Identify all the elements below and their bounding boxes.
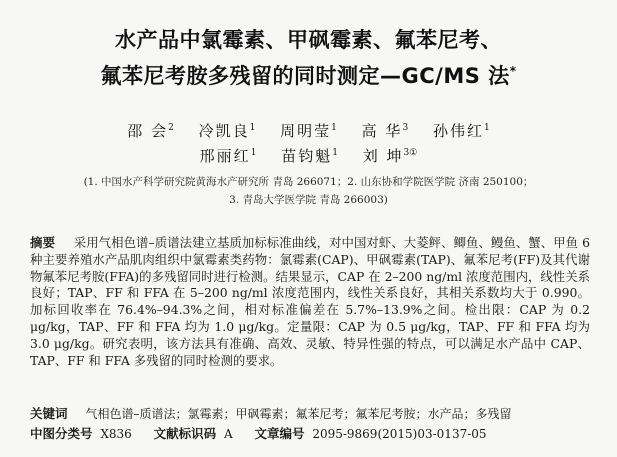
title-footnote-mark: * [509,64,517,78]
author-affiliation-mark: 2 [168,123,174,133]
author-affiliation-mark: 1 [250,148,257,158]
author-affiliation-mark: 3 [402,123,409,133]
author-name: 周明莹 [280,122,332,140]
author-affiliation-mark: 1 [249,123,256,133]
author-name: 苗钧魁 [281,147,333,165]
author [433,120,490,141]
affiliation-line-1: (1. 中国水产科学研究院黄海水产研究所 青岛 266071；2. 山东协和学院医学院 济南 250100； [83,176,534,188]
abstract-text: 采用气相色谱–质谱法建立基质加标标准曲线，对中国对虾、大菱鲆、鲫鱼、鳗鱼、蟹、甲鱼 6 种主要养殖水产品肌肉组织中氯霉素类药物：氯霉素(CAP)、甲砜霉素(TAP)、氟苯尼考(FF)及其代谢物氟苯尼考胺(FFA)的多残留同时进行检测。结果显示，CAP 在 2–200 ng/ml 浓度范围内，线性关系良好；TAP、FF 和 FFA 在 5–200 ng/ml 浓度范围内，线性关系良好，其相关系数均大于 0.990。加标回收率在 76.4%–94.3%之间，相对标准偏差在 5.7%–13.9%之间。检出限：CAP 为 0.2 μg/kg，TAP、FF 和 FFA 均为 1.0 μg/kg。定量限：CAP 为 0.5 μg/kg，TAP、FF 和 FFA 均为 3.0 μg/kg。研究表明，该方法具有准确、高效、灵敏、特异性强的特点，可以满足水产品中 CAP、TAP、FF 和 FFA 多残留的同时检测的要求。 [30,235,590,368]
keywords [30,404,590,422]
author [199,120,256,141]
author [362,120,409,141]
author-affiliation-mark: 3① [403,148,418,158]
author [280,120,337,141]
paper-title-text: 氟苯尼考胺多残留的同时测定—GC/MS 法 [100,64,510,88]
affiliation-line-2: 3. 青岛大学医学院 青岛 266003) [229,194,388,206]
author [200,145,257,166]
paper-title-line-2 [0,60,617,90]
author-affiliation-mark: 1 [332,148,338,158]
author-name: 冷凯良 [198,122,250,140]
abstract-label: 摘要 [30,235,56,250]
author-name: 邢丽红 [199,147,251,165]
author-name: 刘 坤 [362,147,404,165]
author-row-1 [0,120,617,141]
doc-code-label: 文献标识码 [153,426,217,441]
paper-title-line-1: 水产品中氯霉素、甲砜霉素、氟苯尼考、 [115,28,502,52]
author [127,120,174,141]
keywords-label: 关键词 [30,406,68,421]
doc-code-value: A [223,427,233,441]
author-affiliation-mark: 1 [483,123,490,133]
author [363,145,418,166]
author-row-2 [0,145,617,166]
abstract [30,235,590,369]
author [281,145,338,166]
clc-label: 中图分类号 [30,426,93,441]
classification-line [30,424,590,442]
author-name: 高 华 [361,122,403,140]
author-affiliation-mark: 1 [331,123,337,133]
author-name: 邵 会 [127,122,169,140]
keywords-text: 气相色谱–质谱法；氯霉素；甲砜霉素；氟苯尼考；氟苯尼考胺；水产品；多残留 [85,407,512,421]
author-name: 孙伟红 [432,122,484,140]
article-number-label: 文章编号 [254,426,305,441]
clc-value: X836 [100,427,132,441]
article-number-value: 2095-9869(2015)03-0137-05 [312,427,487,441]
